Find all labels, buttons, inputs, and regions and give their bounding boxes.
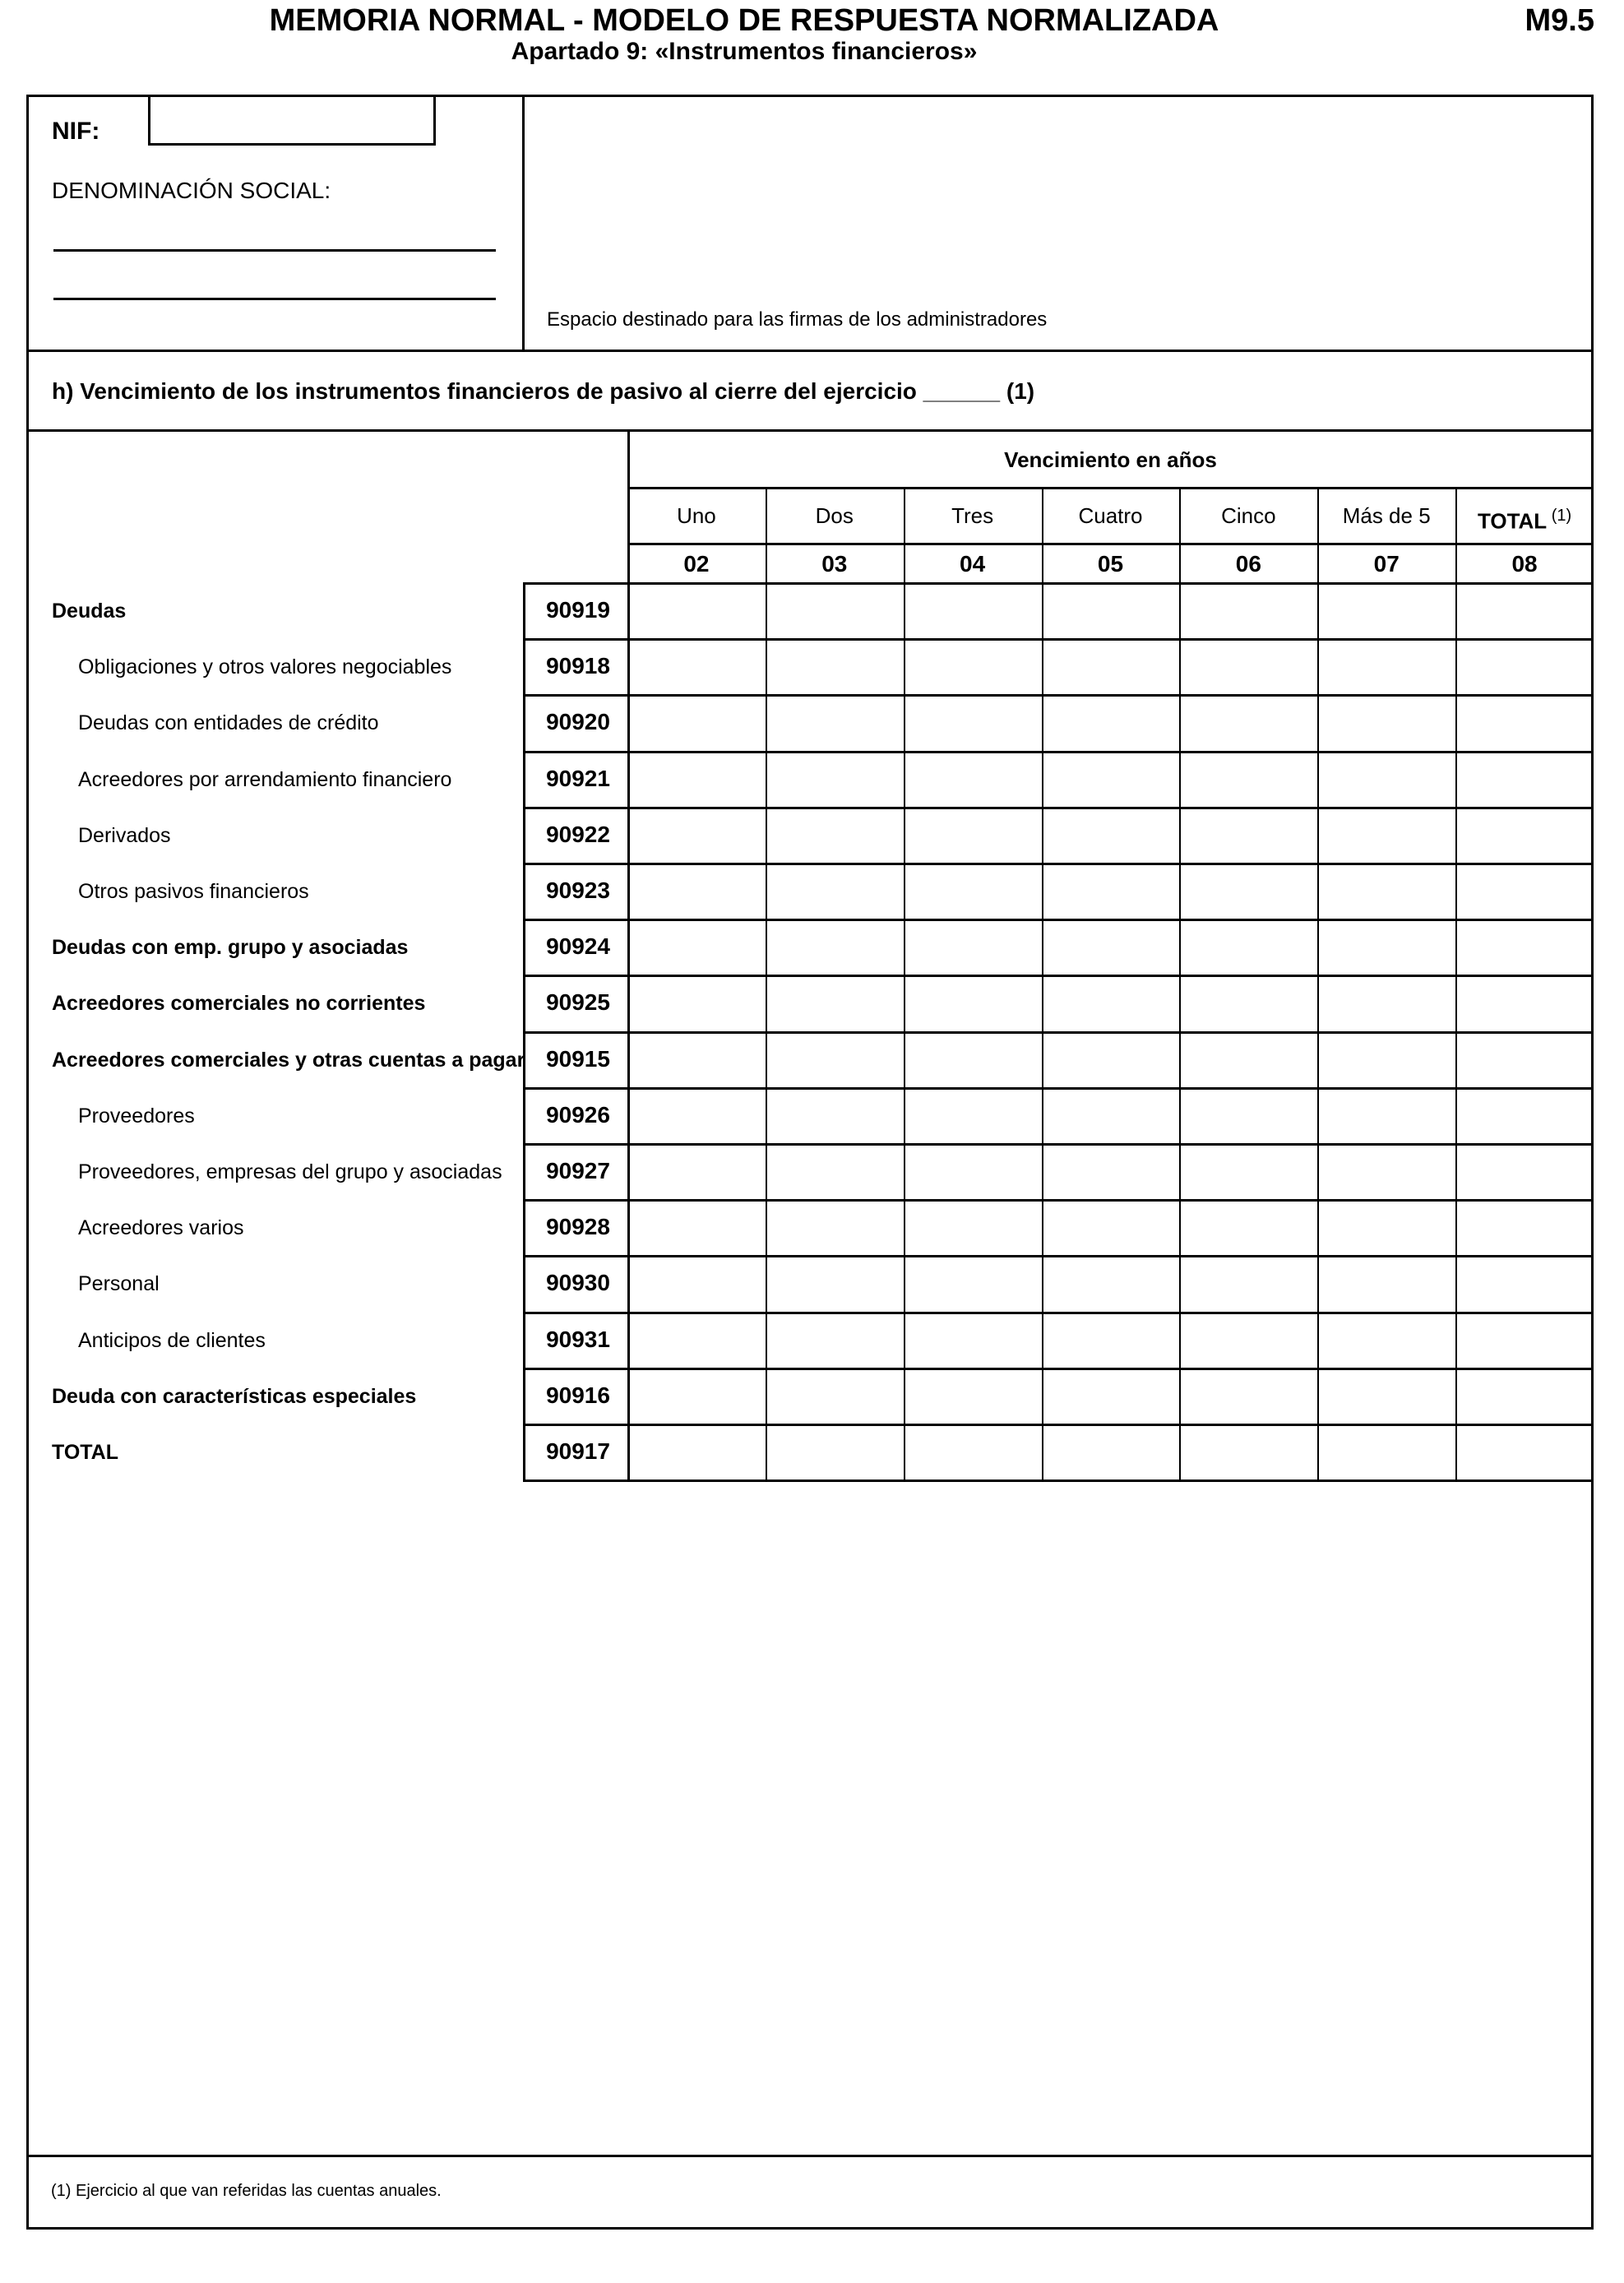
table-cell[interactable] [629,920,764,973]
table-cell[interactable] [767,640,902,692]
table-cell[interactable] [1319,808,1454,861]
row-label: Deudas [52,600,127,623]
form-subtitle: Apartado 9: «Instrumentos financieros» [511,38,978,65]
table-cell[interactable] [629,584,764,637]
table-cell[interactable] [767,1089,902,1142]
table-cell[interactable] [767,584,902,637]
value-column-divider [1042,582,1043,1480]
table-cell[interactable] [905,920,1040,973]
row-code: 90915 [546,1045,610,1072]
table-cell[interactable] [1043,808,1178,861]
firmas-label: Espacio destinado para las firmas de los administradores [547,308,1048,331]
table-cell[interactable] [767,1425,902,1478]
row-code: 90927 [546,1158,610,1183]
table-cell[interactable] [1457,808,1592,861]
column-note: (1) [1547,507,1572,525]
table-cell[interactable] [1181,1033,1316,1086]
row-code: 90930 [546,1270,610,1296]
table-cell[interactable] [629,696,764,748]
table-cell[interactable] [1457,1369,1592,1422]
table-cell[interactable] [1319,1369,1454,1422]
column-label: TOTAL [1477,508,1548,534]
table-cell[interactable] [1043,1257,1178,1309]
value-column-divider [766,582,767,1480]
group-header-line [627,487,1594,489]
row-label: Deudas con emp. grupo y asociadas [52,936,409,960]
section-divider-top [26,350,1594,352]
table-cell[interactable] [1043,920,1178,973]
row-code: 90926 [546,1101,610,1128]
column-label: Uno [677,503,716,528]
column-label-line [627,543,1594,545]
denominacion-line-1[interactable] [53,249,496,252]
column-code-4: 05 [1097,551,1124,577]
table-cell[interactable] [1043,1145,1178,1197]
table-cell[interactable] [629,1089,764,1142]
row-label: Acreedores por arrendamiento financiero [78,767,452,791]
table-cell[interactable] [1457,864,1592,917]
table-cell[interactable] [905,696,1040,748]
table-cell[interactable] [1457,1089,1592,1142]
table-cell[interactable] [1181,920,1316,973]
table-cell[interactable] [1043,1089,1178,1142]
row-label: Acreedores varios [78,1216,244,1240]
column-header-5 [1179,503,1317,528]
row-label: Deudas con entidades de crédito [78,711,379,735]
table-cell[interactable] [1043,696,1178,748]
table-cell[interactable] [905,640,1040,692]
table-cell[interactable] [629,1313,764,1366]
table-cell[interactable] [1319,1033,1454,1086]
table-cell[interactable] [1043,1033,1178,1086]
table-cell[interactable] [1181,1201,1316,1253]
table-cell[interactable] [629,1145,764,1197]
row-label: Derivados [78,823,171,847]
table-cell[interactable] [905,1313,1040,1366]
value-column-divider [904,582,905,1480]
table-cell[interactable] [1043,640,1178,692]
row-label: Obligaciones y otros valores negociables [78,655,452,679]
table-cell[interactable] [1043,753,1178,805]
table-cell[interactable] [1181,696,1316,748]
table-cell[interactable] [767,1369,902,1422]
table-cell[interactable] [1043,1313,1178,1366]
table-cell[interactable] [1319,920,1454,973]
row-code: 90918 [546,653,610,679]
table-cell[interactable] [1319,976,1454,1029]
table-cell[interactable] [1181,864,1316,917]
column-label: Dos [815,503,854,528]
row-code: 90931 [546,1326,610,1352]
table-cell[interactable] [629,1425,764,1478]
row-code: 90917 [546,1438,610,1464]
row-label: Anticipos de clientes [78,1328,266,1352]
denominacion-label: DENOMINACIÓN SOCIAL: [52,178,331,203]
table-cell[interactable] [1457,1201,1592,1253]
table-cell[interactable] [905,808,1040,861]
column-code-5: 06 [1235,551,1261,577]
column-code-1: 02 [683,551,710,577]
table-cell[interactable] [1457,1257,1592,1309]
table-cell[interactable] [1181,976,1316,1029]
code-left-border [523,582,525,1480]
row-code: 90924 [546,933,610,960]
table-cell[interactable] [1043,864,1178,917]
table-cell[interactable] [629,808,764,861]
table-cell[interactable] [629,1033,764,1086]
row-code: 90916 [546,1382,610,1408]
table-cell[interactable] [767,864,902,917]
column-header-6 [1317,503,1455,528]
table-cell[interactable] [905,1201,1040,1253]
denominacion-line-2[interactable] [53,298,496,300]
column-header-7 [1455,503,1594,534]
table-cell[interactable] [767,1033,902,1086]
table-cell[interactable] [629,1369,764,1422]
table-cell[interactable] [1319,1145,1454,1197]
column-code-3: 04 [960,551,986,577]
table-cell[interactable] [767,1145,902,1197]
table-cell[interactable] [1457,920,1592,973]
table-cell[interactable] [905,1425,1040,1478]
column-label: Más de 5 [1342,503,1431,528]
row-code: 90921 [546,765,610,791]
table-cell[interactable] [1043,584,1178,637]
table-cell[interactable] [1181,1257,1316,1309]
table-cell[interactable] [767,753,902,805]
column-label: Cinco [1221,503,1276,528]
table-cell[interactable] [629,864,764,917]
column-code-2: 03 [821,551,848,577]
table-cell[interactable] [767,976,902,1029]
row-code: 90925 [546,989,610,1016]
row-line [523,1480,1594,1482]
table-cell[interactable] [1181,1425,1316,1478]
table-cell[interactable] [905,1145,1040,1197]
table-cell[interactable] [1319,584,1454,637]
value-column-divider [1455,582,1457,1480]
footnote-divider [26,2155,1594,2157]
table-cell[interactable] [905,753,1040,805]
table-cell[interactable] [1457,584,1592,637]
table-cell[interactable] [629,1257,764,1309]
column-label: Tres [951,503,994,528]
column-header-2 [766,503,904,528]
section-divider-bottom [26,429,1594,432]
table-cell[interactable] [1181,808,1316,861]
table-cell[interactable] [1043,976,1178,1029]
table-cell[interactable] [1457,1145,1592,1197]
table-cell[interactable] [1043,1369,1178,1422]
nif-label: NIF: [52,118,100,145]
row-label: Deuda con características especiales [52,1384,417,1408]
table-cell[interactable] [629,753,764,805]
table-cell[interactable] [767,1257,902,1309]
row-label: Proveedores [78,1104,195,1128]
table-cell[interactable] [905,976,1040,1029]
table-cell[interactable] [905,1089,1040,1142]
table-cell[interactable] [1181,1145,1316,1197]
row-code: 90928 [546,1214,610,1240]
table-cell[interactable] [1319,753,1454,805]
table-cell[interactable] [767,696,902,748]
table-cell[interactable] [1319,1201,1454,1253]
table-cell[interactable] [1043,1425,1178,1478]
row-code: 90922 [546,821,610,847]
table-cell[interactable] [905,1257,1040,1309]
table-cell[interactable] [1181,1369,1316,1422]
row-label: Personal [78,1272,160,1296]
table-cell[interactable] [1181,753,1316,805]
table-cell[interactable] [1181,584,1316,637]
row-label: Proveedores, empresas del grupo y asociadas [78,1160,502,1183]
table-cell[interactable] [905,864,1040,917]
table-cell[interactable] [629,640,764,692]
table-cell[interactable] [905,1369,1040,1422]
form-code: M9.5 [1525,3,1594,38]
column-header-1 [627,503,766,528]
column-header-4 [1042,503,1180,528]
table-cell[interactable] [1319,640,1454,692]
table-cell[interactable] [1181,640,1316,692]
section-heading: h) Vencimiento de los instrumentos financieros de pasivo al cierre del ejercicio ______ (1) [52,378,1035,404]
table-cell[interactable] [767,1201,902,1253]
value-column-divider [1317,582,1319,1480]
value-column-divider [1179,582,1181,1480]
row-code: 90920 [546,709,610,735]
row-label: Otros pasivos financieros [78,880,309,903]
table-cell[interactable] [767,920,902,973]
table-cell[interactable] [1319,1313,1454,1366]
table-cell[interactable] [629,1201,764,1253]
table-cell[interactable] [1181,1089,1316,1142]
footnote: (1) Ejercicio al que van referidas las cuentas anuales. [51,2182,442,2200]
table-cell[interactable] [1319,696,1454,748]
column-label: Cuatro [1078,503,1143,528]
column-code-6: 07 [1373,551,1400,577]
values-left-border [627,582,630,1480]
form-title: MEMORIA NORMAL - MODELO DE RESPUESTA NORMALIZADA [269,3,1219,38]
table-cell[interactable] [1457,1313,1592,1366]
table-cell[interactable] [767,1313,902,1366]
table-cell[interactable] [1457,1033,1592,1086]
row-label: TOTAL [52,1441,119,1464]
firmas-area[interactable] [525,97,1591,350]
table-cell[interactable] [1319,1257,1454,1309]
table-cell[interactable] [1457,976,1592,1029]
table-cell[interactable] [629,976,764,1029]
table-cell[interactable] [1457,1425,1592,1478]
row-label: Acreedores comerciales no corrientes [52,992,426,1016]
table-cell[interactable] [1319,864,1454,917]
column-code-7: 08 [1511,551,1538,577]
row-code: 90923 [546,878,610,903]
table-cell[interactable] [905,1033,1040,1086]
group-header: Vencimiento en años [1004,447,1217,472]
nif-input[interactable] [148,95,436,146]
column-header-3 [904,503,1042,528]
table-cell[interactable] [1181,1313,1316,1366]
table-cell[interactable] [1043,1201,1178,1253]
table-cell[interactable] [1457,696,1592,748]
table-cell[interactable] [905,584,1040,637]
table-cell[interactable] [1457,753,1592,805]
table-cell[interactable] [767,808,902,861]
row-code: 90919 [546,597,610,623]
table-cell[interactable] [1319,1089,1454,1142]
table-cell[interactable] [1457,640,1592,692]
table-cell[interactable] [1319,1425,1454,1478]
row-label: Acreedores comerciales y otras cuentas a pagar [52,1048,525,1072]
